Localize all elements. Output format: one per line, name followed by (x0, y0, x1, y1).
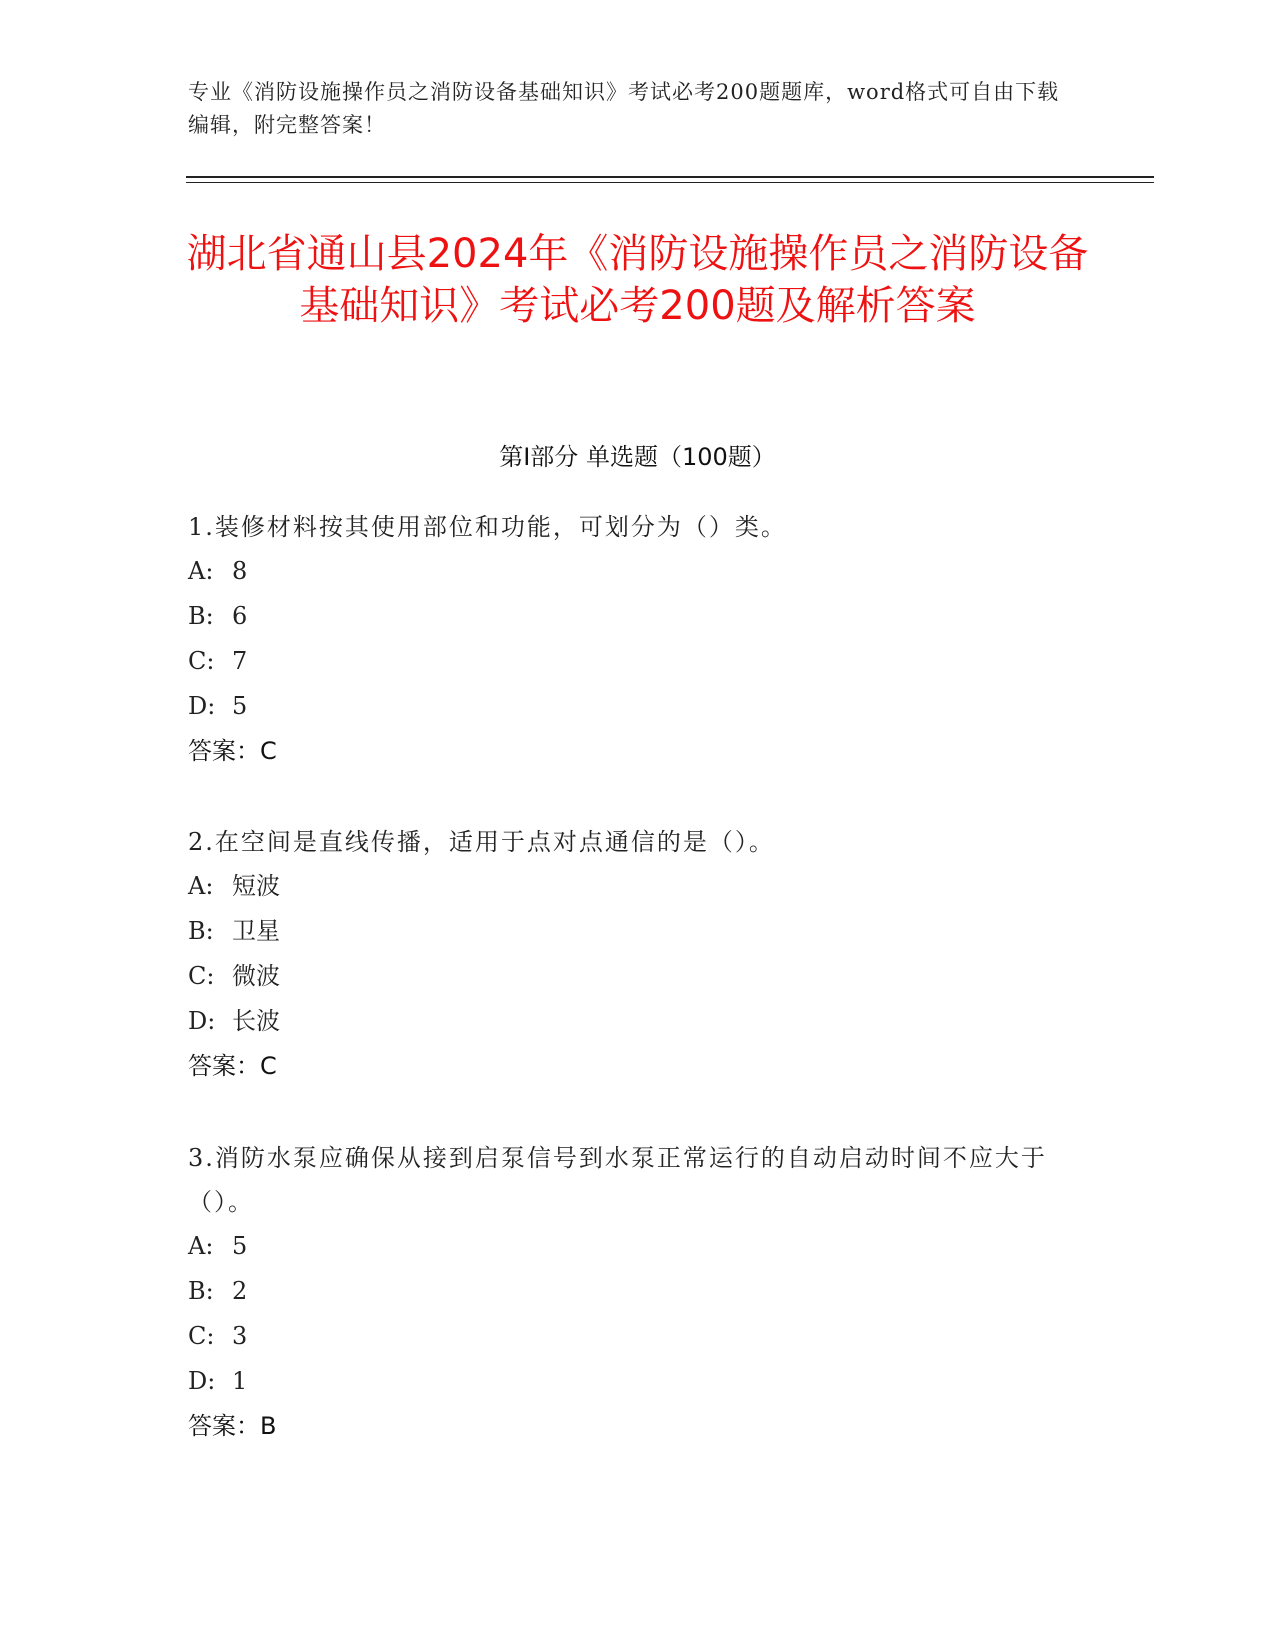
answer-value: B (260, 1412, 277, 1440)
answer-value: C (260, 737, 277, 765)
option-value: 7 (232, 647, 248, 675)
header-divider-thin (186, 182, 1154, 183)
option-label: B: (188, 602, 214, 630)
option-a (188, 864, 1088, 909)
option-value: 长波 (232, 1007, 280, 1035)
option-label: C: (188, 647, 215, 675)
option-b (188, 1269, 1088, 1314)
option-label: D: (188, 1367, 216, 1395)
option-value: 5 (232, 692, 248, 720)
option-a (188, 549, 1088, 594)
option-label: A: (188, 557, 214, 585)
option-value: 2 (232, 1277, 248, 1305)
answer-line (188, 1404, 1088, 1449)
answer-prefix: 答案： (188, 737, 260, 765)
option-value: 1 (232, 1367, 248, 1395)
answer-value: C (260, 1052, 277, 1080)
option-d (188, 1359, 1088, 1404)
option-c (188, 639, 1088, 684)
option-label: B: (188, 917, 214, 945)
section-title: 第Ⅰ部分 单选题（100题） (499, 443, 776, 471)
option-value: 3 (232, 1322, 248, 1350)
header-note: 专业《消防设施操作员之消防设备基础知识》考试必考200题题库，word格式可自由下载编辑，附完整答案！ (188, 80, 1060, 137)
option-value: 5 (232, 1232, 248, 1260)
option-c (188, 1314, 1088, 1359)
option-label: C: (188, 1322, 215, 1350)
option-value: 6 (232, 602, 248, 630)
question-text: 2.在空间是直线传播，适用于点对点通信的是（）。 (188, 828, 775, 856)
option-a (188, 1224, 1088, 1269)
option-c (188, 954, 1088, 999)
option-label: D: (188, 692, 216, 720)
option-value: 8 (232, 557, 248, 585)
option-d (188, 999, 1088, 1044)
option-label: B: (188, 1277, 214, 1305)
option-label: C: (188, 962, 215, 990)
question-1 (188, 505, 1088, 774)
option-value: 微波 (232, 962, 280, 990)
question-3 (188, 1136, 1088, 1449)
answer-prefix: 答案： (188, 1412, 260, 1440)
option-label: D: (188, 1007, 216, 1035)
option-value: 卫星 (232, 917, 280, 945)
question-text: 3.消防水泵应确保从接到启泵信号到水泵正常运行的自动启动时间不应大于（）。 (188, 1144, 1047, 1216)
option-d (188, 684, 1088, 729)
option-b (188, 909, 1088, 954)
answer-line (188, 729, 1088, 774)
answer-line (188, 1044, 1088, 1089)
question-2 (188, 820, 1088, 1089)
option-label: A: (188, 872, 214, 900)
option-value: 短波 (232, 872, 280, 900)
answer-prefix: 答案： (188, 1052, 260, 1080)
option-label: A: (188, 1232, 214, 1260)
header-divider-thick (186, 176, 1154, 178)
question-text: 1.装修材料按其使用部位和功能，可划分为（）类。 (188, 513, 787, 541)
option-b (188, 594, 1088, 639)
document-title: 湖北省通山县2024年《消防设施操作员之消防设备基础知识》考试必考200题及解析答案 (186, 231, 1089, 329)
